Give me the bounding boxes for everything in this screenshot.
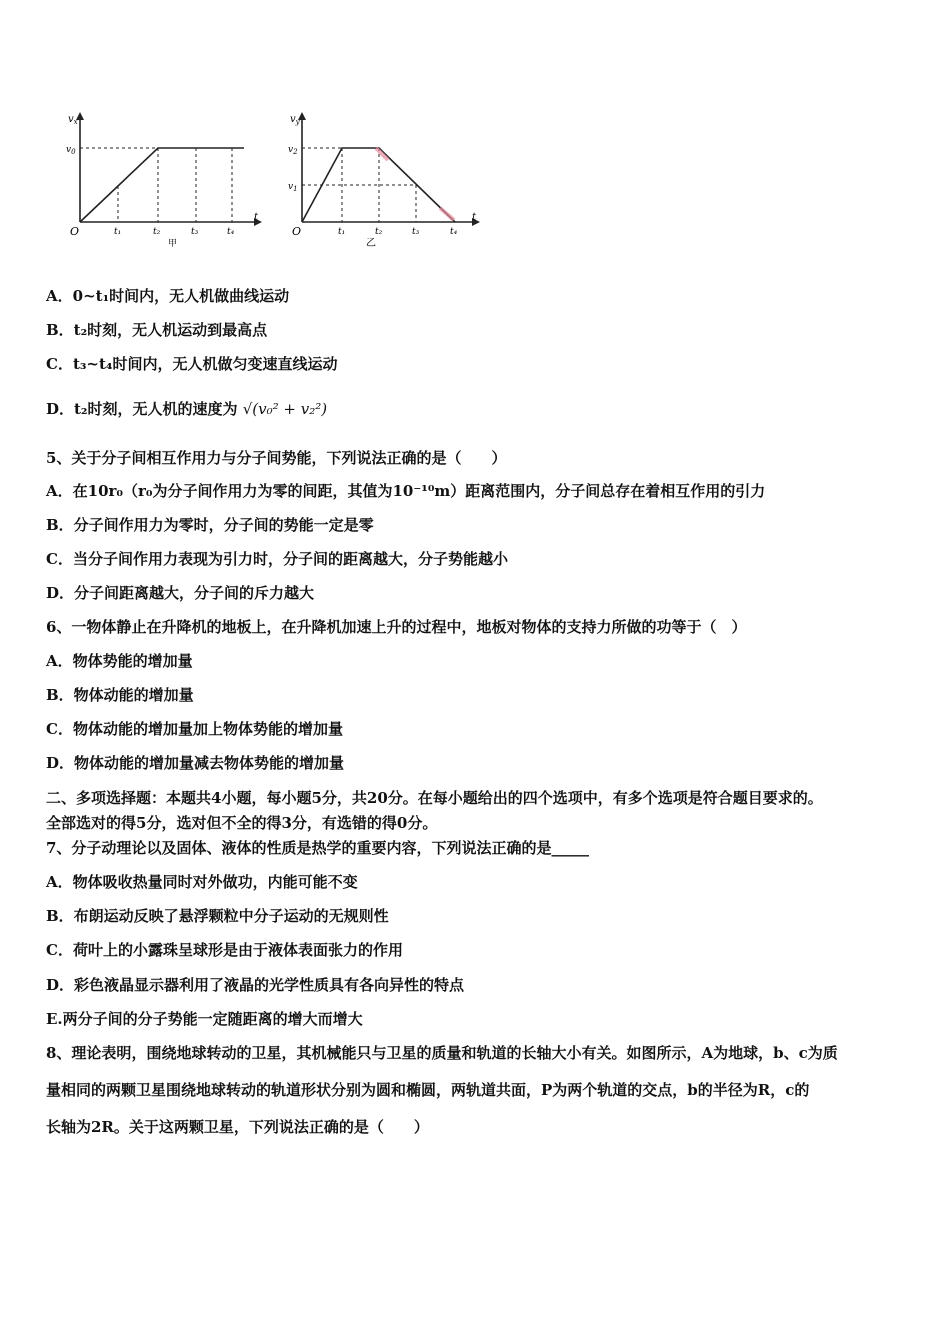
velocity-graph-left — [60, 108, 270, 248]
y-axis-label: $v_x$ — [68, 114, 78, 126]
q6-option-c: C．物体动能的增加量加上物体势能的增加量 — [46, 720, 343, 738]
tick-t1: t₁ — [114, 227, 122, 237]
q5-stem: 5、关于分子间相互作用力与分子间势能，下列说法正确的是（ ） — [46, 449, 507, 467]
q5-option-a: A．在10r₀（r₀为分子间作用力为零的间距，其值为10⁻¹⁰m）距离范围内，分子间总存在着相互作用的引力 — [46, 482, 766, 500]
velocity-graph-right — [280, 108, 490, 248]
q7-option-a: A．物体吸收热量同时对外做功，内能可能不变 — [46, 873, 358, 891]
tick-t3: t₃ — [191, 227, 199, 237]
q7-stem: 7、分子动理论以及固体、液体的性质是热学的重要内容，下列说法正确的是_____ — [46, 839, 589, 857]
q6-option-b: B．物体动能的增加量 — [46, 686, 194, 704]
q4-option-d-formula: √(v₀² + v₂²) — [242, 400, 328, 418]
tick-t2: t₂ — [153, 227, 161, 237]
section2-heading-line2: 全部选对的得5分，选对但不全的得3分，有选错的得0分。 — [46, 814, 438, 832]
q4-option-a: A．0~t₁时间内，无人机做曲线运动 — [46, 287, 290, 305]
q7-option-d: D．彩色液晶显示器利用了液晶的光学性质具有各向异性的特点 — [46, 976, 465, 994]
q6-option-d: D．物体动能的增加量减去物体势能的增加量 — [46, 754, 345, 772]
v2-label: $v_2$ — [288, 145, 298, 156]
velocity-curve — [80, 148, 244, 222]
q7-option-b: B．布朗运动反映了悬浮颗粒中分子运动的无规则性 — [46, 907, 389, 925]
q6-stem: 6、一物体静止在升降机的地板上，在升降机加速上升的过程中，地板对物体的支持力所做的功等于（ ） — [46, 618, 747, 636]
q4-option-c: C．t₃~t₄时间内，无人机做匀变速直线运动 — [46, 355, 338, 373]
q7-option-c: C．荷叶上的小露珠呈球形是由于液体表面张力的作用 — [46, 941, 403, 959]
q4-option-b: B．t₂时刻，无人机运动到最高点 — [46, 321, 268, 339]
q4-option-d-text: D．t₂时刻，无人机的速度为 — [46, 400, 238, 418]
t-axis-label: t — [472, 212, 477, 223]
q5-option-c: C．当分子间作用力表现为引力时，分子间的距离越大，分子势能越小 — [46, 550, 508, 568]
q6-option-a: A．物体势能的增加量 — [46, 652, 193, 670]
pink-mark-bottom — [440, 208, 454, 220]
origin-label: O — [70, 225, 80, 238]
figure-caption: 甲 — [168, 239, 178, 248]
y-axis-label: $v_y$ — [290, 114, 300, 126]
tick-t4: t₄ — [227, 227, 235, 237]
origin-label: O — [292, 225, 302, 238]
q8-stem-line3: 长轴为2R。关于这两颗卫星，下列说法正确的是（ ） — [46, 1118, 429, 1136]
q5-option-b: B．分子间作用力为零时，分子间的势能一定是零 — [46, 516, 374, 534]
q8-stem-line1: 8、理论表明，围绕地球转动的卫星，其机械能只与卫星的质量和轨道的长轴大小有关。如图所示，A为地球，b、c为质 — [46, 1044, 838, 1062]
q8-stem-line2: 量相同的两颗卫星围绕地球转动的轨道形状分别为圆和椭圆，两轨道共面，P为两个轨道的交点，b的半径为R，c的 — [46, 1081, 810, 1099]
q7-option-e: E.两分子间的分子势能一定随距离的增大而增大 — [46, 1010, 363, 1028]
v1-label: $v_1$ — [288, 182, 298, 193]
section2-heading-line1: 二、多项选择题：本题共4小题，每小题5分，共20分。在每小题给出的四个选项中，有多个选项是符合题目要求的。 — [46, 789, 823, 807]
tick-t4: t₄ — [450, 227, 458, 237]
tick-t2: t₂ — [375, 227, 383, 237]
q5-option-d: D．分子间距离越大，分子间的斥力越大 — [46, 584, 315, 602]
tick-t1: t₁ — [338, 227, 346, 237]
figure-caption: 乙 — [366, 238, 376, 248]
t-axis-label: t — [254, 212, 259, 223]
q4-option-d — [46, 399, 327, 419]
v0-label: $v_0$ — [66, 145, 76, 156]
tick-t3: t₃ — [412, 227, 420, 237]
